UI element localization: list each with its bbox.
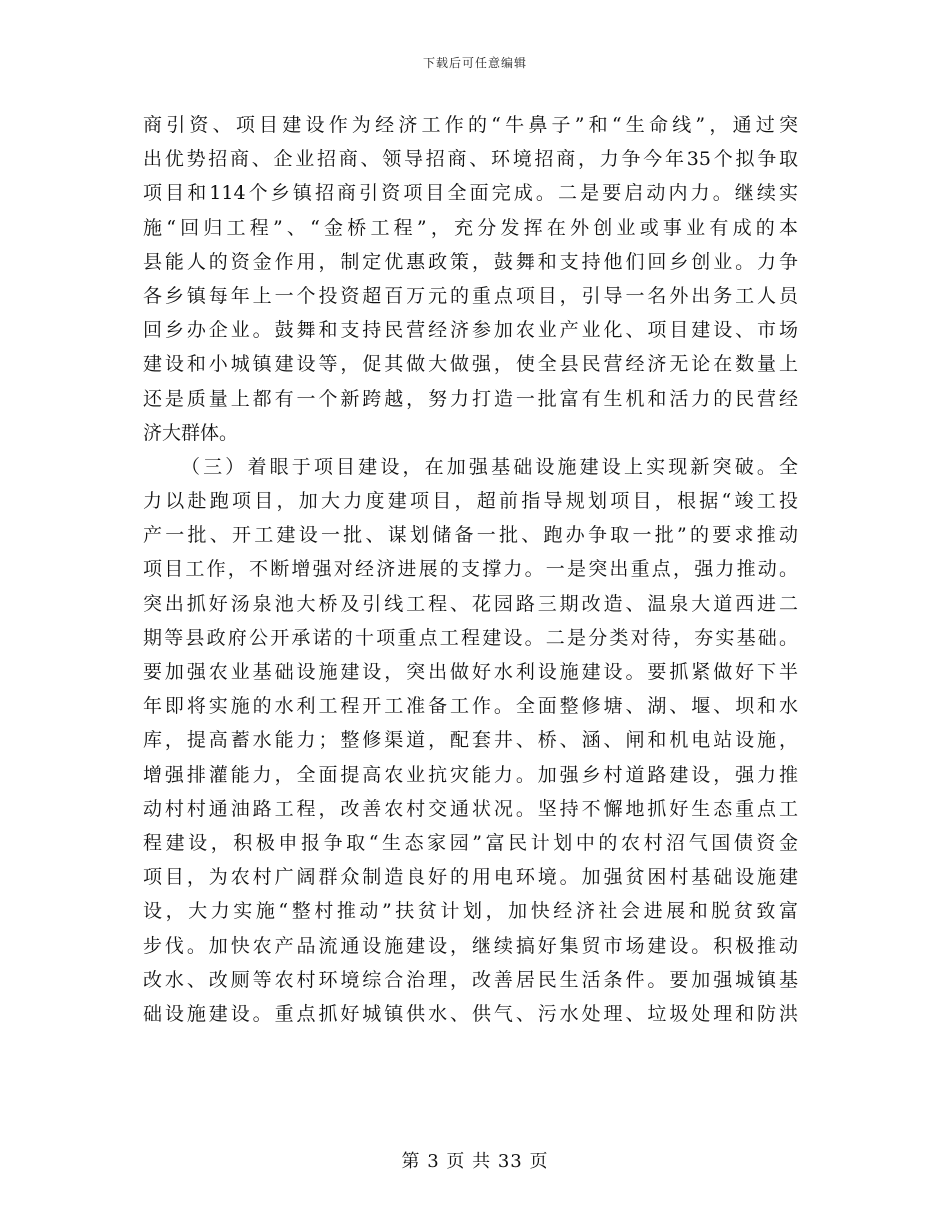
text-line: 增强排灌能力，全面提高农业抗灾能力。加强乡村道路建设，强力推 [143, 763, 798, 786]
text-line: 础设施建设。重点抓好城镇供水、供气、污水处理、垃圾处理和防洪 [143, 1002, 798, 1025]
text-line: 设，大力实施“整村推动”扶贫计划，加快经济社会进展和脱贫致富 [143, 900, 798, 923]
text-line: 要加强农业基础设施建设，突出做好水利设施建设。要抓紧做好下半 [143, 661, 798, 683]
text-line: 步伐。加快农产品流通设施建设，继续搞好集贸市场建设。积极推动 [143, 934, 798, 957]
text-line: 产一批、开工建设一批、谋划储备一批、跑办争取一批”的要求推动 [143, 524, 798, 547]
document-body [143, 108, 798, 1031]
text-line: 项目工作，不断增强对经济进展的支撑力。一是突出重点，强力推动。 [143, 558, 798, 581]
text-line: 县能人的资金作用，制定优惠政策，鼓舞和支持他们回乡创业。力争 [143, 250, 798, 273]
page-number: 第 3 页 共 33 页 [401, 1151, 549, 1172]
text-line: 商引资、项目建设作为经济工作的“牛鼻子”和“生命线”，通过突 [143, 114, 798, 136]
text-line: 回乡办企业。鼓舞和支持民营经济参加农业产业化、项目建设、市场 [143, 319, 798, 342]
text-line: 出优势招商、企业招商、领导招商、环境招商，力争今年35个拟争取 [143, 148, 798, 171]
section-heading-line: （三）着眼于项目建设，在加强基础设施建设上实现新突破。全 [181, 455, 798, 478]
text-line: 期等县政府公开承诺的十项重点工程建设。二是分类对待，夯实基础。 [143, 626, 798, 649]
text-line: 突出抓好汤泉池大桥及引线工程、花园路三期改造、温泉大道西进二 [143, 592, 798, 615]
text-line: 改水、改厕等农村环境综合治理，改善居民生活条件。要加强城镇基 [143, 968, 798, 991]
text-line: 库，提高蓄水能力；整修渠道，配套井、桥、涵、闸和机电站设施， [143, 729, 798, 752]
text-line: 各乡镇每年上一个投资超百万元的重点项目，引导一名外出务工人员 [143, 284, 798, 307]
text-line: 年即将实施的水利工程开工准备工作。全面整修塘、湖、堰、坝和水 [143, 695, 798, 718]
page-header: 下载后可任意编辑 [422, 56, 527, 70]
text-line: 动村村通油路工程，改善农村交通状况。坚持不懈地抓好生态重点工 [143, 797, 798, 820]
text-line: 还是质量上都有一个新跨越，努力打造一批富有生机和活力的民营经 [143, 387, 798, 410]
text-line: 程建设，积极申报争取“生态家园”富民计划中的农村沼气国债资金 [143, 831, 798, 854]
text-line: 项目，为农村广阔群众制造良好的用电环境。加强贫困村基础设施建 [143, 866, 798, 889]
text-line: 济大群体。 [143, 421, 239, 444]
text-line: 项目和114个乡镇招商引资项目全面完成。二是要启动内力。继续实 [143, 182, 798, 205]
text-line: 施“回归工程”、“金桥工程”，充分发挥在外创业或事业有成的本 [143, 216, 798, 239]
text-line: 力以赴跑项目，加大力度建项目，超前指导规划项目，根据“竣工投 [143, 490, 798, 513]
text-line: 建设和小城镇建设等，促其做大做强，使全县民营经济无论在数量上 [143, 353, 798, 376]
